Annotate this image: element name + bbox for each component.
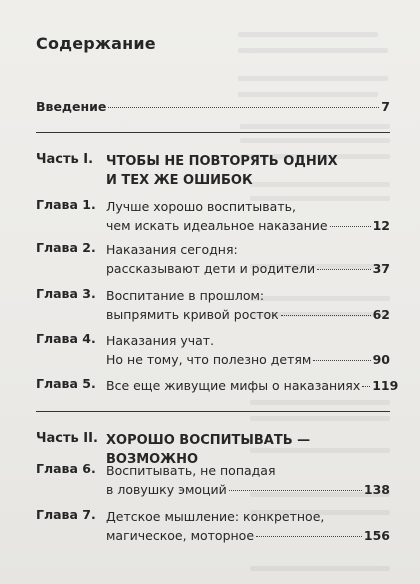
toc-chapter-4[interactable] <box>36 331 390 371</box>
dot-leader <box>229 490 362 491</box>
toc-title: Содержание <box>36 34 156 53</box>
page-number: 62 <box>372 307 390 322</box>
chapter-title-line: выпрямить кривой росток <box>106 307 279 322</box>
page-number: 12 <box>372 218 390 233</box>
dot-leader <box>330 226 371 227</box>
section-divider <box>36 411 390 412</box>
dot-leader <box>281 315 371 316</box>
chapter-title-line: Воспитывать, не попадая <box>106 463 276 478</box>
dot-leader <box>256 536 362 537</box>
chapter-label: Глава 3. <box>36 286 96 301</box>
part-title-line: ХОРОШО ВОСПИТЫВАТЬ — ВОЗМОЖНО <box>106 433 311 467</box>
chapter-label: Глава 4. <box>36 331 96 346</box>
page-number: 119 <box>372 378 399 393</box>
toc-chapter-7[interactable] <box>36 507 390 547</box>
section-divider <box>36 132 390 133</box>
page-number: 156 <box>363 528 390 543</box>
part-title-line: ЧТОБЫ НЕ ПОВТОРЯТЬ ОДНИХ <box>106 154 338 169</box>
intro-title: Введение <box>36 99 107 114</box>
chapter-title-line: Наказания сегодня: <box>106 242 238 257</box>
chapter-label: Глава 7. <box>36 507 96 522</box>
chapter-label: Глава 2. <box>36 240 96 255</box>
chapter-title-line: магическое, моторное <box>106 528 255 543</box>
chapter-title-line: в ловушку эмоций <box>106 482 227 497</box>
part-label: Часть II. <box>36 431 98 446</box>
chapter-title-line: Воспитание в прошлом: <box>106 288 265 303</box>
page-number: 90 <box>372 352 390 367</box>
chapter-title-line: Но не тому, что полезно детям <box>106 352 312 367</box>
toc-chapter-2[interactable] <box>36 240 390 280</box>
chapter-label: Глава 6. <box>36 461 96 476</box>
toc-entry-intro[interactable] <box>36 99 390 119</box>
page-number: 138 <box>363 482 390 497</box>
part-label: Часть I. <box>36 152 94 167</box>
toc-chapter-6[interactable] <box>36 461 390 501</box>
chapter-title-line: чем искать идеальное наказание <box>106 218 328 233</box>
part-title-line: И ТЕХ ЖЕ ОШИБОК <box>106 173 253 188</box>
toc-chapter-5[interactable] <box>36 376 399 396</box>
chapter-title-line: Лучше хорошо воспитывать, <box>106 199 296 214</box>
chapter-label: Глава 1. <box>36 197 96 212</box>
chapter-title-line: Наказания учат. <box>106 333 215 348</box>
dot-leader <box>313 360 370 361</box>
toc-chapter-3[interactable] <box>36 286 390 326</box>
chapter-title-line: Детское мышление: конкретное, <box>106 509 325 524</box>
chapter-label: Глава 5. <box>36 376 96 391</box>
dot-leader <box>108 107 379 108</box>
page-number: 7 <box>381 99 390 114</box>
dot-leader <box>317 269 370 270</box>
toc-part-1[interactable] <box>36 152 390 192</box>
chapter-title-line: рассказывают дети и родители <box>106 261 316 276</box>
toc-chapter-1[interactable] <box>36 197 390 237</box>
toc-part-2[interactable] <box>36 431 390 467</box>
dot-leader <box>362 386 370 387</box>
page-number: 37 <box>372 261 390 276</box>
chapter-title-line: Все еще живущие мифы о наказаниях <box>106 378 361 393</box>
